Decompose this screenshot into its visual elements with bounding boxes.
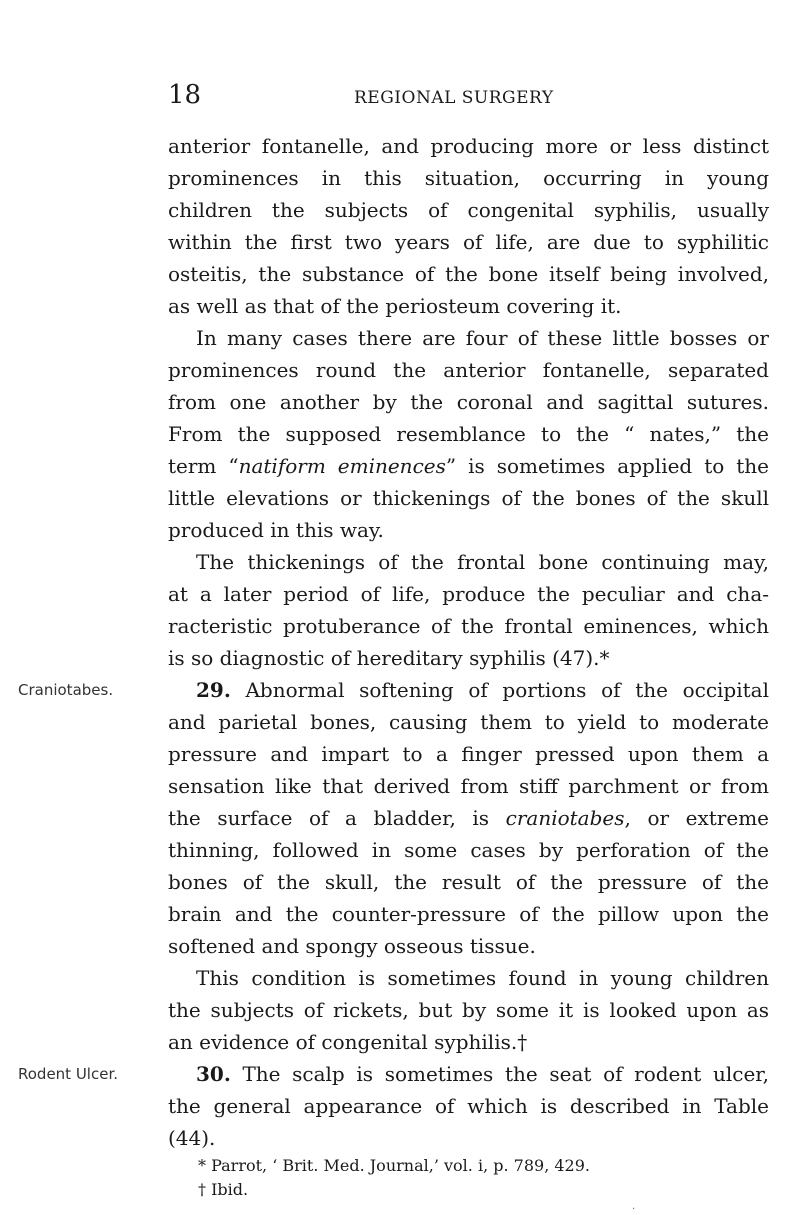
footnote: † Ibid. xyxy=(198,1180,249,1199)
text-line: little elevations or thickenings of the bones of the skull xyxy=(168,486,769,510)
section-number: 30. xyxy=(196,1062,231,1086)
text-line: children the subjects of congenital syphilis, usually xyxy=(168,198,769,222)
italic-term: natiform eminences xyxy=(238,454,446,478)
text-line: thinning, followed in some cases by perforation of the xyxy=(168,838,769,862)
text-line: osteitis, the substance of the bone itself being involved, xyxy=(168,262,769,286)
text-line: From the supposed resemblance to the “ nates,” the xyxy=(168,422,769,446)
text-fragment: ” is sometimes applied to the xyxy=(445,454,769,478)
text-line: produced in this way. xyxy=(168,518,384,542)
text-line xyxy=(168,806,769,830)
text-fragment: term “ xyxy=(168,454,239,478)
running-head: REGIONAL SURGERY xyxy=(354,88,554,108)
text-line: racteristic protuberance of the frontal eminences, which xyxy=(168,614,769,638)
page-number: 18 xyxy=(168,80,202,110)
text-line: and parietal bones, causing them to yield to moderate xyxy=(168,710,769,734)
text-line: an evidence of congenital syphilis.† xyxy=(168,1030,528,1054)
section-number: 29. xyxy=(196,678,231,702)
footnote: * Parrot, ‘ Brit. Med. Journal,’ vol. i, p. 789, 429. xyxy=(198,1156,590,1175)
text-line: from one another by the coronal and sagittal sutures. xyxy=(168,390,769,414)
text-line: is so diagnostic of hereditary syphilis (47).* xyxy=(168,646,610,670)
margin-note-rodent-ulcer: Rodent Ulcer. xyxy=(18,1065,119,1083)
text-line: the general appearance of which is described in Table xyxy=(168,1094,769,1118)
text-line xyxy=(196,1062,769,1086)
text-line: (44). xyxy=(168,1126,216,1150)
text-line: within the first two years of life, are due to syphilitic xyxy=(168,230,769,254)
text-line: softened and spongy osseous tissue. xyxy=(168,934,536,958)
text-line: The thickenings of the frontal bone continuing may, xyxy=(196,550,769,574)
text-line: pressure and impart to a finger pressed upon them a xyxy=(168,742,769,766)
text-line: sensation like that derived from stiff parchment or from xyxy=(168,774,769,798)
text-line: prominences in this situation, occurring in young xyxy=(168,166,769,190)
text-fragment: Abnormal softening of portions of the occipital xyxy=(230,678,769,702)
text-fragment: , or extreme xyxy=(624,806,769,830)
text-line: brain and the counter-pressure of the pillow upon the xyxy=(168,902,769,926)
text-line xyxy=(196,678,769,702)
text-line xyxy=(168,454,769,478)
text-line: prominences round the anterior fontanelle, separated xyxy=(168,358,769,382)
page-header xyxy=(168,80,768,112)
text-line: at a later period of life, produce the peculiar and cha- xyxy=(168,582,769,606)
stray-mark: · xyxy=(632,1204,636,1215)
text-line: as well as that of the periosteum covering it. xyxy=(168,294,622,318)
margin-note-craniotabes: Craniotabes. xyxy=(18,681,114,699)
text-fragment: The scalp is sometimes the seat of rodent ulcer, xyxy=(230,1062,769,1086)
text-line: In many cases there are four of these little bosses or xyxy=(196,326,769,350)
text-line: bones of the skull, the result of the pressure of the xyxy=(168,870,769,894)
text-line: This condition is sometimes found in young children xyxy=(196,966,769,990)
italic-term: craniotabes xyxy=(505,806,625,830)
text-line: anterior fontanelle, and producing more or less distinct xyxy=(168,134,769,158)
text-line: the subjects of rickets, but by some it is looked upon as xyxy=(168,998,769,1022)
text-fragment: the surface of a bladder, is xyxy=(168,806,506,830)
